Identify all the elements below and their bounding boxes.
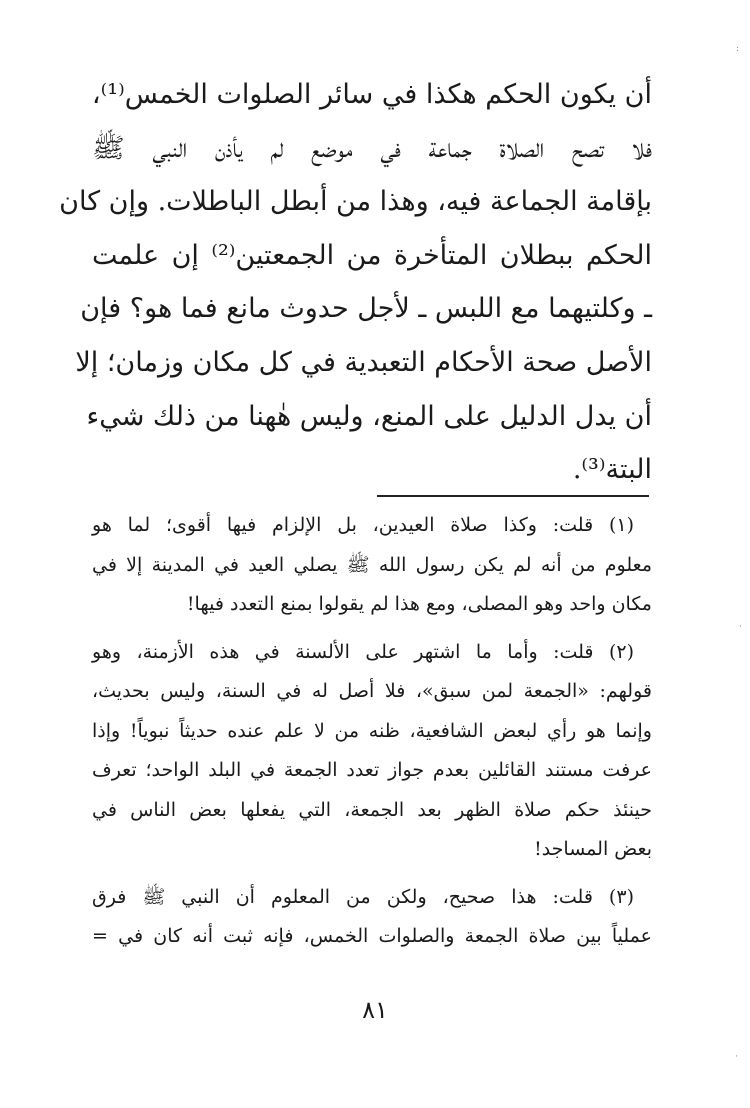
main-text-line: فلا تصح الصلاة جماعة في موضع لم يأذن النبي ﷺ — [92, 132, 652, 164]
footnote-line: (٢) قلت: وأما ما اشتهر على الألسنة في هذه الأزمنة، وهو — [92, 640, 634, 663]
footnote-line: قولهم: «الجمعة لمن سبق»، فلا أصل له في السنة، وليس بحديث، — [92, 680, 652, 702]
main-text-line: الحكم ببطلان المتأخرة من الجمعتين⁽²⁾ إن علمت — [92, 239, 652, 271]
scan-speck-mark: · — [735, 1052, 738, 1062]
footnote-line: عرفت مستند القائلين بعدم جواز تعدد الجمعة في البلد الواحد؛ تعرف — [92, 759, 652, 781]
footnote-line: معلوم من أنه لم يكن رسول الله ﷺ يصلي العيد في المدينة إلا في — [92, 553, 652, 576]
scan-speck-mark: : — [736, 44, 740, 54]
main-text-line: ـ وكلتيهما مع اللبس ـ لأجل حدوث مانع فما هو؟ فإن — [80, 293, 652, 325]
main-text-block — [59, 68, 652, 497]
footnote-3 — [92, 878, 652, 957]
page-number: ٨١ — [362, 996, 388, 1024]
footnote-divider — [377, 495, 649, 497]
footnote-line: وإنما هو رأي لبعض الشافعية، ظنه من لا علم عنده حديثاً نبوياً! وإذا — [92, 719, 652, 742]
main-text-line: البتة⁽³⁾. — [572, 454, 652, 486]
footnote-line: بعض المساجد! — [534, 838, 652, 860]
footnote-line: (١) قلت: وكذا صلاة العيدين، بل الإلزام فيها أقوى؛ لما هو — [92, 514, 634, 536]
footnote-line: حينئذ حكم صلاة الظهر بعد الجمعة، التي يفعلها بعض الناس في — [92, 798, 652, 821]
main-text-line: أن يدل الدليل على المنع، وليس هٰهنا من ذلك شيء — [86, 400, 652, 432]
footnote-line: عملياً بين صلاة الجمعة والصلوات الخمس، فإنه ثبت أنه كان في = — [92, 925, 652, 947]
main-text-line: الأصل صحة الأحكام التعبدية في كل مكان وزمان؛ إلا — [75, 346, 652, 378]
footnotes-block — [92, 506, 652, 965]
footnote-2 — [92, 633, 652, 870]
footnote-1 — [92, 506, 652, 625]
footnote-line: (٣) قلت: هذا صحيح، ولكن من المعلوم أن النبي ﷺ فرق — [92, 885, 634, 908]
main-text-line: أن يكون الحكم هكذا في سائر الصلوات الخمس⁽¹⁾، — [91, 79, 652, 110]
main-text-line: بإقامة الجماعة فيه، وهذا من أبطل الباطلات. وإن كان — [59, 186, 652, 218]
scan-speck-mark: · — [739, 622, 742, 632]
footnote-line: مكان واحد وهو المصلى، ومع هذا لم يقولوا بمنع التعدد فيها! — [186, 593, 652, 615]
